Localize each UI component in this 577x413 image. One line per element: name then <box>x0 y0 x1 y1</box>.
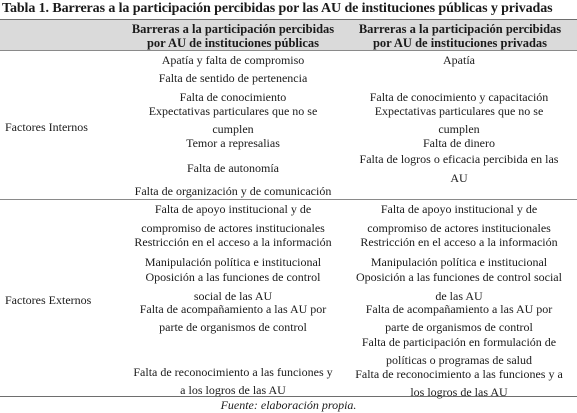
source-note: Fuente: elaboración propia. <box>220 398 357 412</box>
external-private-item: parte de organismos de control <box>385 320 533 334</box>
external-public-item: parte de organismos de control <box>159 320 307 334</box>
header-public <box>120 20 346 52</box>
external-public-item: a los logros de las AU <box>180 383 286 397</box>
internal-public-item: Falta de conocimiento <box>179 90 287 104</box>
internal-public-item: Apatía y falta de compromiso <box>161 53 305 67</box>
external-public-item: social de las AU <box>193 289 273 303</box>
internal-public-item: Expectativas particulares que no se <box>148 104 318 118</box>
header-public-line2: por AU de instituciones públicas <box>146 36 320 50</box>
internal-public-item: Falta de organización y de comunicación <box>134 184 332 198</box>
internal-private-item: Falta de logros o eficacia percibida en las <box>359 152 559 166</box>
external-private-item: de las AU <box>435 289 483 303</box>
table-header <box>0 19 577 51</box>
internal-private-item: AU <box>450 171 468 185</box>
external-public-item: Restricción en el acceso a la información <box>134 235 332 249</box>
external-private-item: Restricción en el acceso a la información <box>360 235 558 249</box>
external-private-item: Falta de participación en formulación de <box>361 335 557 349</box>
internal-private-item: Expectativas particulares que no se <box>374 104 544 118</box>
external-public-item: Falta de reconocimiento a las funciones y <box>133 365 333 379</box>
internal-private-item: cumplen <box>438 122 480 136</box>
header-private <box>347 20 573 52</box>
barriers-table <box>0 19 577 397</box>
external-private-item: Manipulación política e institucional <box>370 255 548 269</box>
table-caption: Tabla 1. Barreras a la participación percibidas por las AU de instituciones públicas y privadas <box>2 1 553 16</box>
external-private-item: los logros de las AU <box>410 385 508 399</box>
external-public-item: Manipulación política e institucional <box>144 255 322 269</box>
internal-public-item: Temor a represalias <box>186 136 280 150</box>
table-bottom-rule <box>0 396 577 397</box>
external-private-item: Falta de reconocimiento a las funciones y a <box>355 367 563 381</box>
header-private-line2: por AU de instituciones privadas <box>372 36 548 50</box>
category-internal: Factores Internos <box>5 120 88 134</box>
internal-public-item: Falta de autonomía <box>187 161 279 175</box>
external-public-item: Falta de acompañamiento a las AU por <box>139 302 327 316</box>
external-private-item: políticas o programas de salud <box>386 353 532 367</box>
external-public-item: Falta de apoyo institucional y de <box>154 202 312 216</box>
header-private-line1: Barreras a la participación percibidas <box>358 22 562 36</box>
internal-private-item: Apatía <box>443 53 475 67</box>
external-public-item: Oposición a las funciones de control <box>145 270 321 284</box>
internal-public-item: cumplen <box>212 122 254 136</box>
category-external: Factores Externos <box>5 293 92 307</box>
external-private-item: Oposición a las funciones de control social <box>356 270 562 284</box>
external-private-item: compromiso de actores institucionales <box>367 221 551 235</box>
internal-private-item: Falta de conocimiento y capacitación <box>369 90 549 104</box>
external-public-item: compromiso de actores institucionales <box>141 221 325 235</box>
section-divider <box>0 199 577 200</box>
header-public-line1: Barreras a la participación percibidas <box>131 22 335 36</box>
external-private-item: Falta de apoyo institucional y de <box>380 202 538 216</box>
external-private-item: Falta de acompañamiento a las AU por <box>365 302 553 316</box>
internal-public-item: Falta de sentido de pertenencia <box>158 71 308 85</box>
internal-private-item: Falta de dinero <box>423 136 495 150</box>
